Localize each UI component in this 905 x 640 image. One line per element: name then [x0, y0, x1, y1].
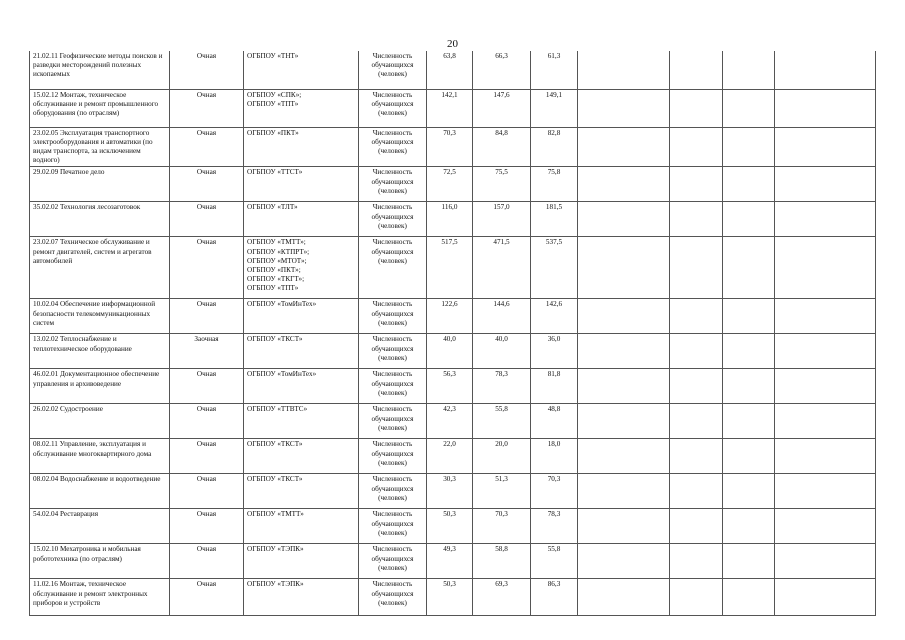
empty-cell	[670, 89, 723, 127]
table-row	[30, 89, 876, 127]
specialty-cell: 10.02.04 Обеспечение информационной безопасности телекоммуникационных систем	[30, 299, 170, 334]
table-row	[30, 404, 876, 439]
study-form-cell: Очная	[170, 202, 244, 237]
empty-cell	[775, 439, 876, 474]
institution-cell: ОГБПОУ «ТКСТ»	[244, 334, 359, 369]
empty-cell	[670, 404, 723, 439]
value-cell-1: 40,0	[427, 334, 473, 369]
table-row	[30, 127, 876, 167]
value-cell-3: 48,8	[531, 404, 578, 439]
table-row	[30, 544, 876, 579]
value-cell-3: 36,0	[531, 334, 578, 369]
empty-cell	[723, 439, 775, 474]
specialty-cell: 15.02.10 Мехатроника и мобильная робототехника (по отраслям)	[30, 544, 170, 579]
value-cell-1: 56,3	[427, 369, 473, 404]
empty-cell	[723, 544, 775, 579]
specialty-cell: 15.02.12 Монтаж, техническое обслуживание и ремонт промышленного оборудования (по отраслям)	[30, 89, 170, 127]
empty-cell	[670, 369, 723, 404]
empty-cell	[578, 202, 670, 237]
value-cell-2: 40,0	[473, 334, 531, 369]
institution-cell: ОГБПОУ «ТКСТ»	[244, 474, 359, 509]
table-row	[30, 579, 876, 616]
value-cell-1: 116,0	[427, 202, 473, 237]
specialty-cell: 23.02.05 Эксплуатация транспортного электрооборудования и автоматики (по видам транспорта, за исключением водного)	[30, 127, 170, 167]
empty-cell	[578, 51, 670, 89]
empty-cell	[578, 404, 670, 439]
institution-cell: ОГБПОУ «ТомИнТех»	[244, 299, 359, 334]
institution-cell: ОГБПОУ «ТМТТ»; ОГБПОУ «КТПРТ»; ОГБПОУ «МТОТ»; ОГБПОУ «ПКТ»; ОГБПОУ «ТКГТ»; ОГБПОУ «ТПТ»	[244, 237, 359, 299]
study-form-cell: Очная	[170, 404, 244, 439]
table-row	[30, 334, 876, 369]
empty-cell	[775, 167, 876, 202]
empty-cell	[670, 474, 723, 509]
specialty-cell: 35.02.02 Технология лесозаготовок	[30, 202, 170, 237]
empty-cell	[723, 579, 775, 616]
empty-cell	[723, 237, 775, 299]
specialty-cell: 29.02.09 Печатное дело	[30, 167, 170, 202]
empty-cell	[578, 167, 670, 202]
value-cell-2: 58,8	[473, 544, 531, 579]
empty-cell	[578, 89, 670, 127]
study-form-cell: Очная	[170, 299, 244, 334]
empty-cell	[578, 334, 670, 369]
table-row	[30, 369, 876, 404]
empty-cell	[578, 579, 670, 616]
value-cell-1: 70,3	[427, 127, 473, 167]
specialty-cell: 26.02.02 Судостроение	[30, 404, 170, 439]
value-cell-3: 537,5	[531, 237, 578, 299]
empty-cell	[670, 439, 723, 474]
empty-cell	[723, 369, 775, 404]
study-form-cell: Очная	[170, 51, 244, 89]
value-cell-1: 50,3	[427, 509, 473, 544]
indicator-cell: Численность обучающихся (человек)	[359, 544, 427, 579]
empty-cell	[723, 474, 775, 509]
value-cell-1: 63,8	[427, 51, 473, 89]
value-cell-2: 157,0	[473, 202, 531, 237]
value-cell-2: 70,3	[473, 509, 531, 544]
value-cell-2: 471,5	[473, 237, 531, 299]
empty-cell	[775, 404, 876, 439]
indicator-cell: Численность обучающихся (человек)	[359, 202, 427, 237]
empty-cell	[670, 127, 723, 167]
table-row	[30, 237, 876, 299]
study-form-cell: Заочная	[170, 334, 244, 369]
empty-cell	[578, 439, 670, 474]
table-row	[30, 439, 876, 474]
indicator-cell: Численность обучающихся (человек)	[359, 509, 427, 544]
empty-cell	[578, 544, 670, 579]
empty-cell	[775, 299, 876, 334]
empty-cell	[723, 51, 775, 89]
value-cell-1: 122,6	[427, 299, 473, 334]
empty-cell	[723, 404, 775, 439]
institution-cell: ОГБПОУ «ТЛТ»	[244, 202, 359, 237]
empty-cell	[723, 509, 775, 544]
value-cell-2: 51,3	[473, 474, 531, 509]
specialties-table	[29, 51, 876, 616]
empty-cell	[723, 167, 775, 202]
value-cell-3: 149,1	[531, 89, 578, 127]
institution-cell: ОГБПОУ «СПК»; ОГБПОУ «ТПТ»	[244, 89, 359, 127]
value-cell-2: 144,6	[473, 299, 531, 334]
value-cell-3: 81,8	[531, 369, 578, 404]
value-cell-1: 42,3	[427, 404, 473, 439]
value-cell-3: 82,8	[531, 127, 578, 167]
indicator-cell: Численность обучающихся (человек)	[359, 167, 427, 202]
indicator-cell: Численность обучающихся (человек)	[359, 439, 427, 474]
value-cell-2: 20,0	[473, 439, 531, 474]
institution-cell: ОГБПОУ «ТомИнТех»	[244, 369, 359, 404]
value-cell-1: 49,3	[427, 544, 473, 579]
empty-cell	[670, 299, 723, 334]
study-form-cell: Очная	[170, 509, 244, 544]
empty-cell	[670, 509, 723, 544]
study-form-cell: Очная	[170, 369, 244, 404]
specialty-cell: 13.02.02 Теплоснабжение и теплотехническое оборудование	[30, 334, 170, 369]
value-cell-3: 61,3	[531, 51, 578, 89]
empty-cell	[723, 334, 775, 369]
value-cell-2: 55,8	[473, 404, 531, 439]
indicator-cell: Численность обучающихся (человек)	[359, 369, 427, 404]
empty-cell	[775, 51, 876, 89]
value-cell-2: 66,3	[473, 51, 531, 89]
empty-cell	[775, 509, 876, 544]
empty-cell	[775, 89, 876, 127]
empty-cell	[775, 202, 876, 237]
value-cell-3: 142,6	[531, 299, 578, 334]
indicator-cell: Численность обучающихся (человек)	[359, 237, 427, 299]
empty-cell	[670, 237, 723, 299]
empty-cell	[723, 202, 775, 237]
table-row	[30, 299, 876, 334]
indicator-cell: Численность обучающихся (человек)	[359, 474, 427, 509]
table-row	[30, 474, 876, 509]
empty-cell	[775, 474, 876, 509]
indicator-cell: Численность обучающихся (человек)	[359, 404, 427, 439]
value-cell-2: 75,5	[473, 167, 531, 202]
study-form-cell: Очная	[170, 127, 244, 167]
value-cell-3: 78,3	[531, 509, 578, 544]
empty-cell	[775, 544, 876, 579]
institution-cell: ОГБПОУ «ТМТТ»	[244, 509, 359, 544]
value-cell-2: 69,3	[473, 579, 531, 616]
indicator-cell: Численность обучающихся (человек)	[359, 89, 427, 127]
specialty-cell: 23.02.07 Техническое обслуживание и ремонт двигателей, систем и агрегатов автомобилей	[30, 237, 170, 299]
empty-cell	[670, 334, 723, 369]
table-row	[30, 509, 876, 544]
value-cell-1: 142,1	[427, 89, 473, 127]
institution-cell: ОГБПОУ «ТЭПК»	[244, 544, 359, 579]
empty-cell	[723, 127, 775, 167]
specialty-cell: 46.02.01 Документационное обеспечение управления и архивоведение	[30, 369, 170, 404]
value-cell-2: 78,3	[473, 369, 531, 404]
value-cell-2: 147,6	[473, 89, 531, 127]
indicator-cell: Численность обучающихся (человек)	[359, 334, 427, 369]
indicator-cell: Численность обучающихся (человек)	[359, 127, 427, 167]
study-form-cell: Очная	[170, 544, 244, 579]
empty-cell	[578, 474, 670, 509]
empty-cell	[578, 127, 670, 167]
empty-cell	[775, 334, 876, 369]
specialty-cell: 11.02.16 Монтаж, техническое обслуживание и ремонт электронных приборов и устройств	[30, 579, 170, 616]
value-cell-1: 22,0	[427, 439, 473, 474]
empty-cell	[670, 51, 723, 89]
empty-cell	[670, 202, 723, 237]
empty-cell	[723, 299, 775, 334]
indicator-cell: Численность обучающихся (человек)	[359, 51, 427, 89]
study-form-cell: Очная	[170, 579, 244, 616]
value-cell-2: 84,8	[473, 127, 531, 167]
specialty-cell: 54.02.04 Реставрация	[30, 509, 170, 544]
value-cell-3: 86,3	[531, 579, 578, 616]
value-cell-1: 517,5	[427, 237, 473, 299]
table-row	[30, 202, 876, 237]
institution-cell: ОГБПОУ «ТТВТС»	[244, 404, 359, 439]
empty-cell	[775, 237, 876, 299]
empty-cell	[670, 167, 723, 202]
empty-cell	[723, 89, 775, 127]
value-cell-3: 70,3	[531, 474, 578, 509]
table-row	[30, 167, 876, 202]
specialty-cell: 08.02.11 Управление, эксплуатация и обслуживание многоквартирного дома	[30, 439, 170, 474]
empty-cell	[775, 127, 876, 167]
value-cell-3: 55,8	[531, 544, 578, 579]
institution-cell: ОГБПОУ «ТНТ»	[244, 51, 359, 89]
specialty-cell: 08.02.04 Водоснабжение и водоотведение	[30, 474, 170, 509]
table-row	[30, 51, 876, 89]
value-cell-1: 50,3	[427, 579, 473, 616]
empty-cell	[775, 579, 876, 616]
study-form-cell: Очная	[170, 167, 244, 202]
empty-cell	[578, 237, 670, 299]
value-cell-1: 72,5	[427, 167, 473, 202]
empty-cell	[670, 544, 723, 579]
study-form-cell: Очная	[170, 439, 244, 474]
empty-cell	[578, 509, 670, 544]
value-cell-1: 30,3	[427, 474, 473, 509]
empty-cell	[775, 369, 876, 404]
institution-cell: ОГБПОУ «ТЭПК»	[244, 579, 359, 616]
value-cell-3: 75,8	[531, 167, 578, 202]
study-form-cell: Очная	[170, 89, 244, 127]
study-form-cell: Очная	[170, 237, 244, 299]
empty-cell	[670, 579, 723, 616]
institution-cell: ОГБПОУ «ТТСТ»	[244, 167, 359, 202]
institution-cell: ОГБПОУ «ТКСТ»	[244, 439, 359, 474]
institution-cell: ОГБПОУ «ПКТ»	[244, 127, 359, 167]
value-cell-3: 181,5	[531, 202, 578, 237]
indicator-cell: Численность обучающихся (человек)	[359, 579, 427, 616]
indicator-cell: Численность обучающихся (человек)	[359, 299, 427, 334]
empty-cell	[578, 299, 670, 334]
value-cell-3: 18,0	[531, 439, 578, 474]
specialty-cell: 21.02.11 Геофизические методы поисков и разведки месторождений полезных ископаемых	[30, 51, 170, 89]
empty-cell	[578, 369, 670, 404]
page-number: 20	[447, 38, 458, 50]
study-form-cell: Очная	[170, 474, 244, 509]
